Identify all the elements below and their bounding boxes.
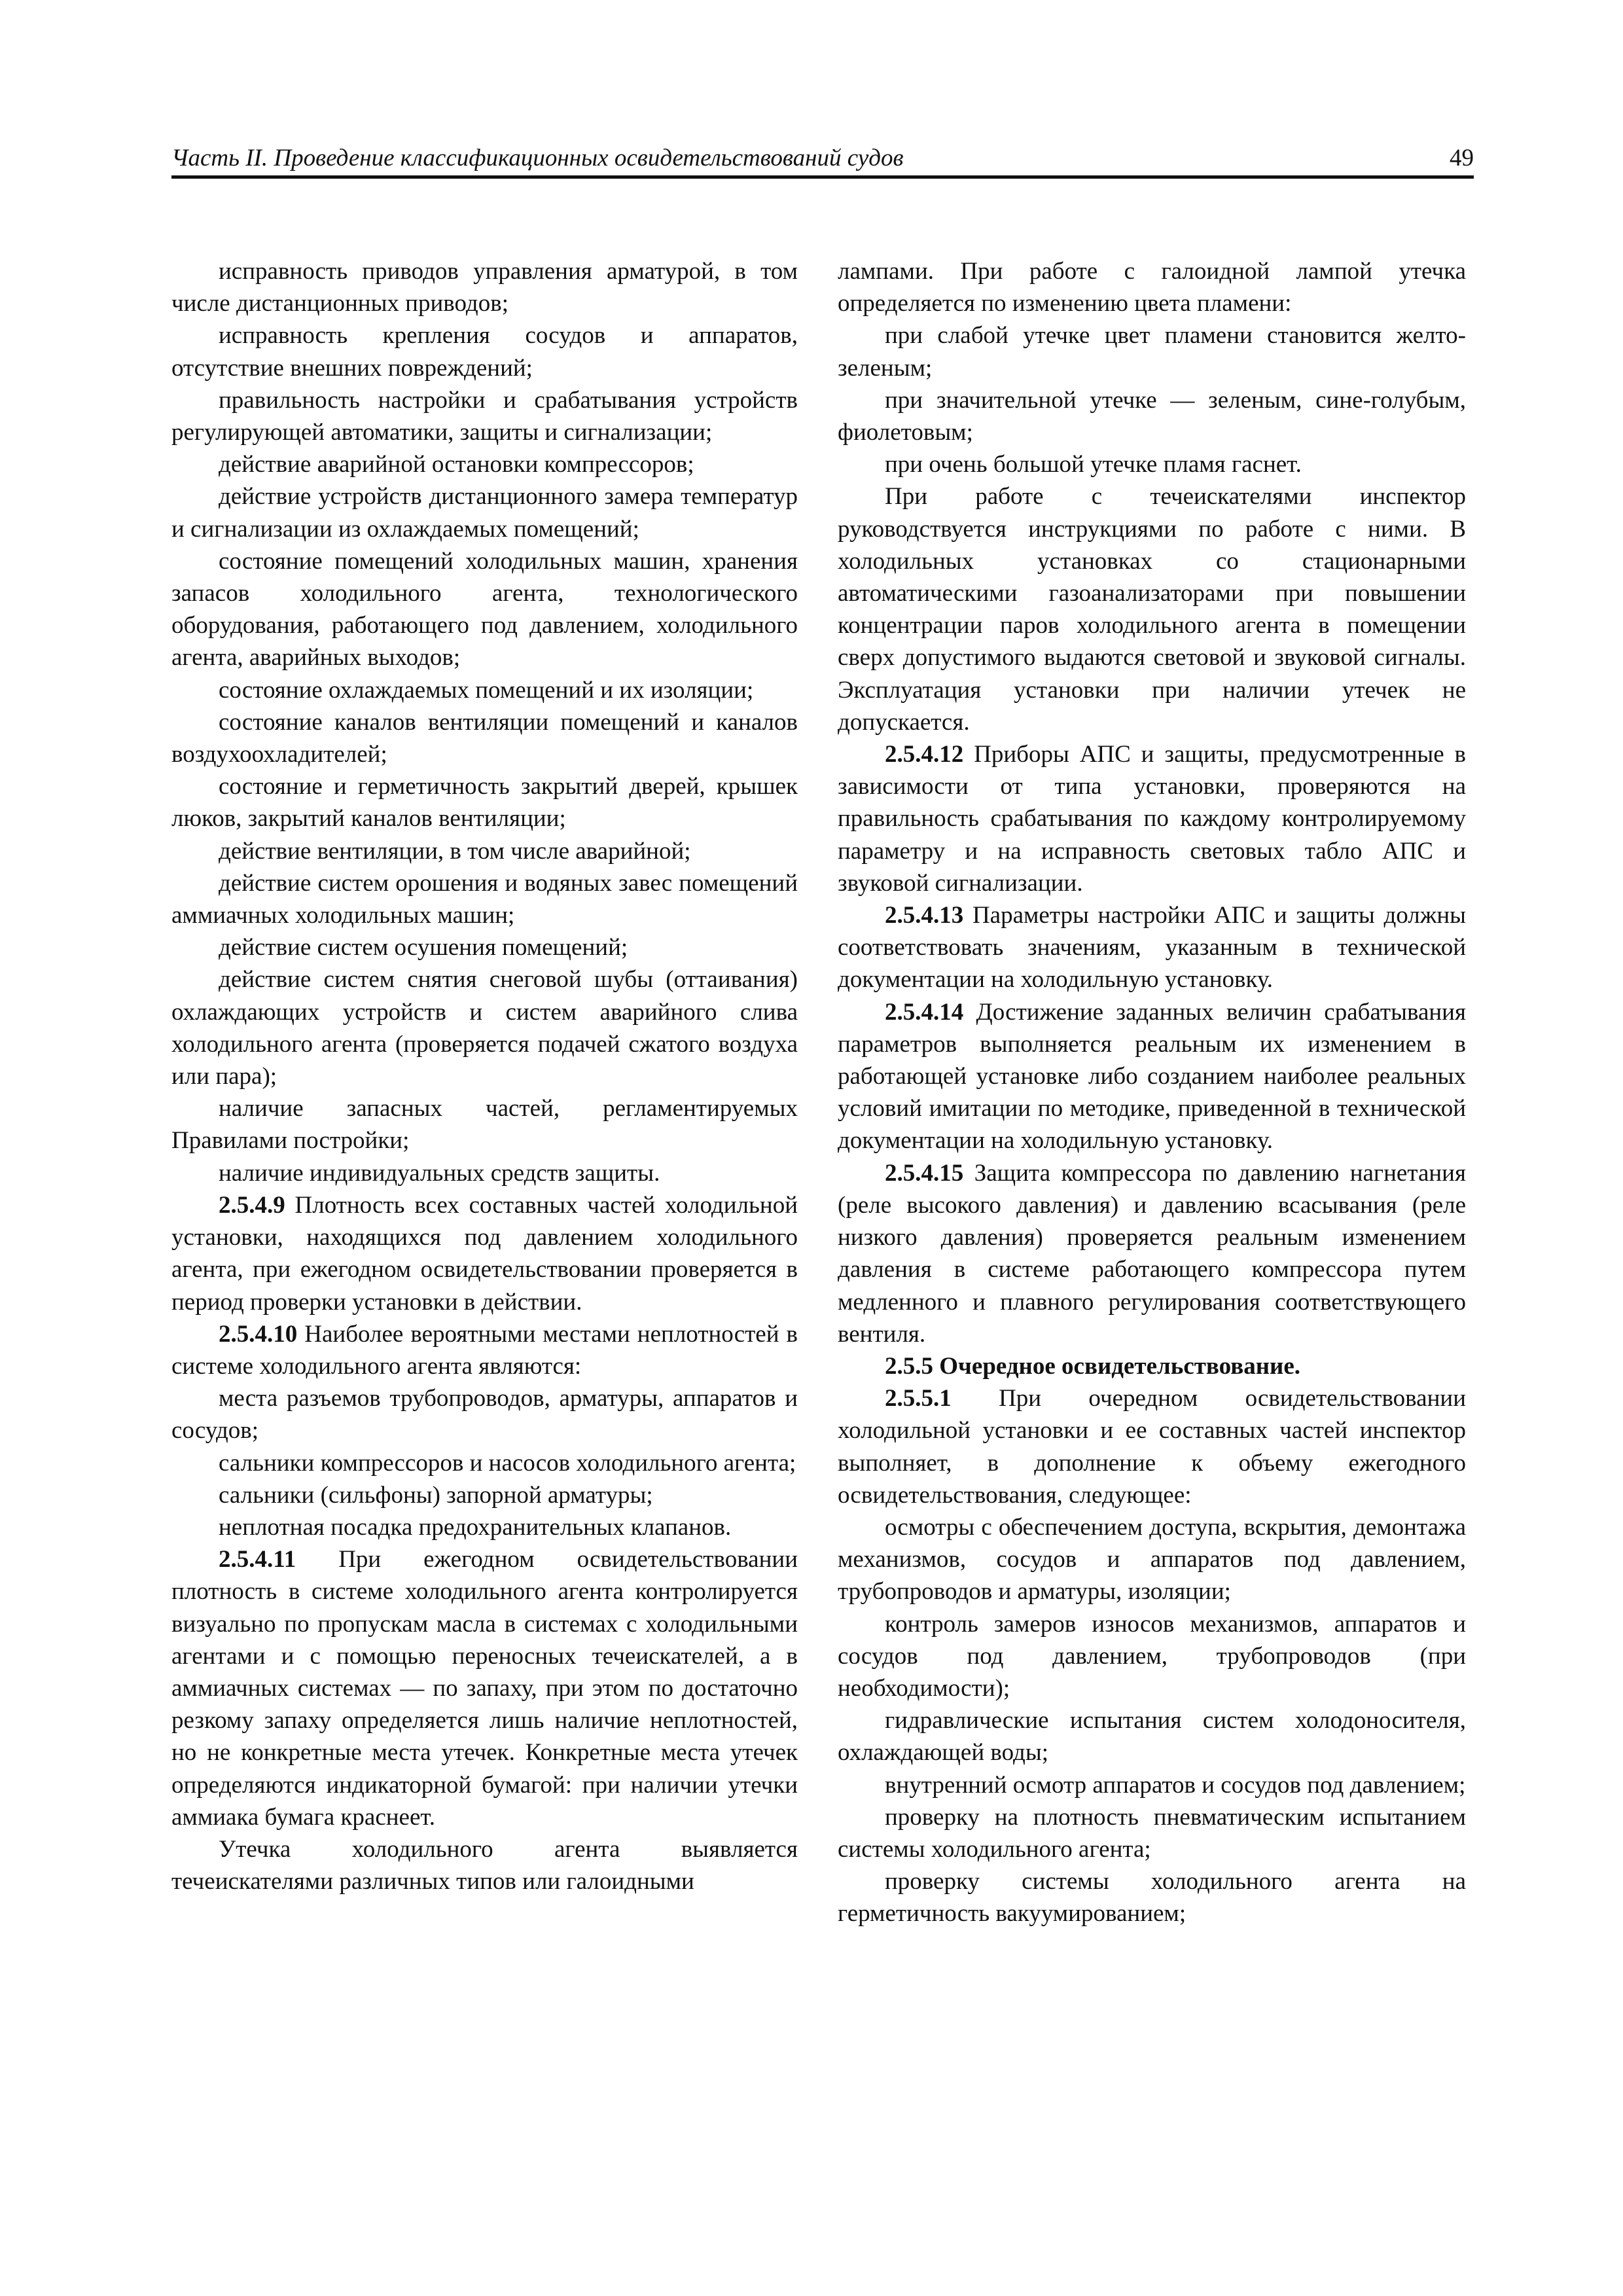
paragraph-text: действие систем снятия снеговой шубы (оттаивания) охлаждающих устройств и систем аварийного слива холодильного агента (проверяется подачей сжатого воздуха или пара);: [171, 966, 798, 1090]
paragraph: [171, 1511, 798, 1543]
paragraph-text: места разъемов трубопроводов, арматуры, аппаратов и сосудов;: [171, 1385, 798, 1444]
paragraph: [171, 706, 798, 770]
paragraph: [838, 899, 1466, 996]
paragraph-text: исправность крепления сосудов и аппаратов, отсутствие внешних повреждений;: [171, 322, 798, 382]
paragraph: [838, 319, 1466, 384]
header-divider: [171, 175, 1474, 179]
clause-number: 2.5.4.10: [219, 1320, 298, 1348]
clause-number: 2.5.4.12: [885, 741, 964, 768]
paragraph-text: при слабой утечке цвет пламени становится желто-зеленым;: [838, 322, 1466, 382]
header-title: Часть II. Проведение классификационных освидетельствований судов: [171, 145, 904, 171]
paragraph-text: Наиболее вероятными местами неплотностей в системе холодильного агента являются:: [171, 1320, 798, 1380]
paragraph: [171, 1157, 798, 1189]
clause-number: 2.5.4.11: [219, 1546, 296, 1573]
paragraph: [171, 1543, 798, 1833]
paragraph: [838, 1865, 1466, 1929]
paragraph: [171, 545, 798, 674]
paragraph: [171, 931, 798, 963]
clause-number: 2.5.4.9: [219, 1191, 285, 1219]
paragraph-text: Плотность всех составных частей холодильной установки, находящихся под давлением холодильного агента, при ежегодном освидетельствовании проверяется в период проверки установки в действии.: [171, 1191, 798, 1316]
paragraph: [171, 384, 798, 448]
paragraph: [171, 1189, 798, 1318]
right-text-column: [838, 255, 1466, 1930]
paragraph: [838, 1350, 1466, 1382]
paragraph: [171, 480, 798, 545]
paragraph-text: Параметры настройки АПС и защиты должны соответствовать значениям, указанным в технической документации на холодильную установку.: [838, 902, 1466, 994]
paragraph-text: лампами. При работе с галоидной лампой утечка определяется по изменению цвета пламени:: [838, 258, 1466, 317]
paragraph-text: действие аварийной остановки компрессоров;: [219, 451, 694, 478]
paragraph-text: наличие запасных частей, регламентируемых Правилами постройки;: [171, 1095, 798, 1155]
clause-number: 2.5.4.15: [885, 1159, 964, 1187]
paragraph: [838, 1608, 1466, 1705]
paragraph: [171, 674, 798, 706]
clause-number: 2.5.4.13: [885, 902, 964, 929]
paragraph-text: действие систем осушения помещений;: [219, 934, 628, 961]
paragraph-text: При ежегодном освидетельствовании плотность в системе холодильного агента контролируется визуально по пропускам масла в системах с холодильными агентами и с помощью переносных течеискателей, а в аммиачных системах — по запаху, при этом по достаточно резкому запаху определяется лишь наличие неплотностей, но не конкретные места утечек. Конкретные места утечек определяются индикаторной бумагой: при наличии утечки аммиака бумага краснеет.: [171, 1546, 798, 1831]
clause-number: 2.5.5.1: [885, 1385, 952, 1412]
clause-number: 2.5.4.14: [885, 998, 964, 1026]
paragraph-text: состояние помещений холодильных машин, хранения запасов холодильного агента, технологического оборудования, работающего под давлением, холодильного агента, аварийных выходов;: [171, 547, 798, 672]
running-header: [171, 143, 1474, 179]
clause-number: 2.5.5 Очередное освидетельствование.: [885, 1352, 1301, 1380]
paragraph-text: осмотры с обеспечением доступа, вскрытия, демонтажа механизмов, сосудов и аппаратов под давлением, трубопроводов и арматуры, изоляции;: [838, 1513, 1466, 1605]
paragraph-text: действие вентиляции, в том числе аварийной;: [219, 837, 691, 865]
paragraph: [838, 1157, 1466, 1350]
paragraph-text: исправность приводов управления арматурой, в том числе дистанционных приводов;: [171, 258, 798, 317]
paragraph-text: сальники (сильфоны) запорной арматуры;: [219, 1481, 653, 1509]
paragraph: [838, 1382, 1466, 1511]
paragraph-text: проверку системы холодильного агента на герметичность вакуумированием;: [838, 1868, 1466, 1928]
paragraph: [838, 738, 1466, 899]
paragraph-text: действие устройств дистанционного замера температур и сигнализации из охлаждаемых помещений;: [171, 483, 798, 543]
paragraph-text: неплотная посадка предохранительных клапанов.: [219, 1513, 732, 1541]
paragraph-text: при значительной утечке — зеленым, сине-голубым, фиолетовым;: [838, 386, 1466, 446]
paragraph-text: при очень большой утечке пламя гаснет.: [885, 451, 1302, 478]
paragraph: [838, 1704, 1466, 1768]
paragraph: [838, 1769, 1466, 1801]
page-number: 49: [1450, 145, 1474, 171]
paragraph: [838, 448, 1466, 480]
paragraph: [171, 1479, 798, 1511]
paragraph-text: При работе с течеискателями инспектор руководствуется инструкциями по работе с ними. В холодильных установках со стационарными автоматическими газоанализаторами при повышении концентрации паров холодильного агента в помещении сверх допустимого выдаются световой и звуковой сигналы. Эксплуатация установки при наличии утечек не допускается.: [838, 483, 1466, 736]
paragraph-text: правильность настройки и срабатывания устройств регулирующей автоматики, защиты и сигнализации;: [171, 386, 798, 446]
paragraph-text: состояние охлаждаемых помещений и их изоляции;: [219, 676, 754, 704]
paragraph: [838, 384, 1466, 448]
paragraph: [171, 448, 798, 480]
paragraph: [838, 1511, 1466, 1608]
paragraph-text: При очередном освидетельствовании холодильной установки и ее составных частей инспектор выполняет, в дополнение к объему ежегодного освидетельствования, следующее:: [838, 1385, 1466, 1509]
paragraph-text: гидравлические испытания систем холодоносителя, охлаждающей воды;: [838, 1707, 1466, 1767]
left-text-column: [171, 255, 798, 1897]
paragraph-text: проверку на плотность пневматическим испытанием системы холодильного агента;: [838, 1803, 1466, 1863]
paragraph: [171, 1318, 798, 1382]
paragraph: [838, 1801, 1466, 1865]
paragraph: [171, 255, 798, 319]
paragraph-text: наличие индивидуальных средств защиты.: [219, 1159, 660, 1187]
paragraph-text: внутренний осмотр аппаратов и сосудов под давлением;: [885, 1771, 1466, 1799]
paragraph: [171, 1833, 798, 1897]
paragraph: [171, 963, 798, 1092]
paragraph: [171, 1382, 798, 1446]
paragraph-text: сальники компрессоров и насосов холодильного агента;: [219, 1449, 796, 1477]
paragraph-text: Достижение заданных величин срабатывания параметров выполняется реальным их изменением в работающей установке либо созданием наиболее реальных условий имитации по методике, приведенной в технической документации на холодильную установку.: [838, 998, 1466, 1155]
paragraph: [171, 319, 798, 384]
paragraph: [171, 867, 798, 931]
paragraph: [171, 1092, 798, 1157]
paragraph-text: состояние каналов вентиляции помещений и каналов воздухоохладителей;: [171, 708, 798, 768]
paragraph-text: действие систем орошения и водяных завес помещений аммиачных холодильных машин;: [171, 869, 798, 929]
paragraph-text: состояние и герметичность закрытий дверей, крышек люков, закрытий каналов вентиляции;: [171, 773, 798, 833]
paragraph: [171, 770, 798, 834]
paragraph-text: контроль замеров износов механизмов, аппаратов и сосудов под давлением, трубопроводов (при необходимости);: [838, 1610, 1466, 1702]
paragraph-text: Приборы АПС и защиты, предусмотренные в зависимости от типа установки, проверяются на правильность срабатывания по каждому контролируемому параметру и на исправность световых табло АПС и звуковой сигнализации.: [838, 741, 1466, 897]
paragraph: [171, 1447, 798, 1479]
paragraph: [838, 255, 1466, 319]
paragraph-text: Защита компрессора по давлению нагнетания (реле высокого давления) и давлению всасывания (реле низкого давления) проверяется реальным изменением давления в системе работающего компрессора путем медленного и плавного регулирования соответствующего вентиля.: [838, 1159, 1466, 1348]
paragraph: [171, 835, 798, 867]
paragraph: [838, 996, 1466, 1157]
paragraph: [838, 480, 1466, 738]
paragraph-text: Утечка холодильного агента выявляется течеискателями различных типов или галоидными: [171, 1835, 798, 1895]
